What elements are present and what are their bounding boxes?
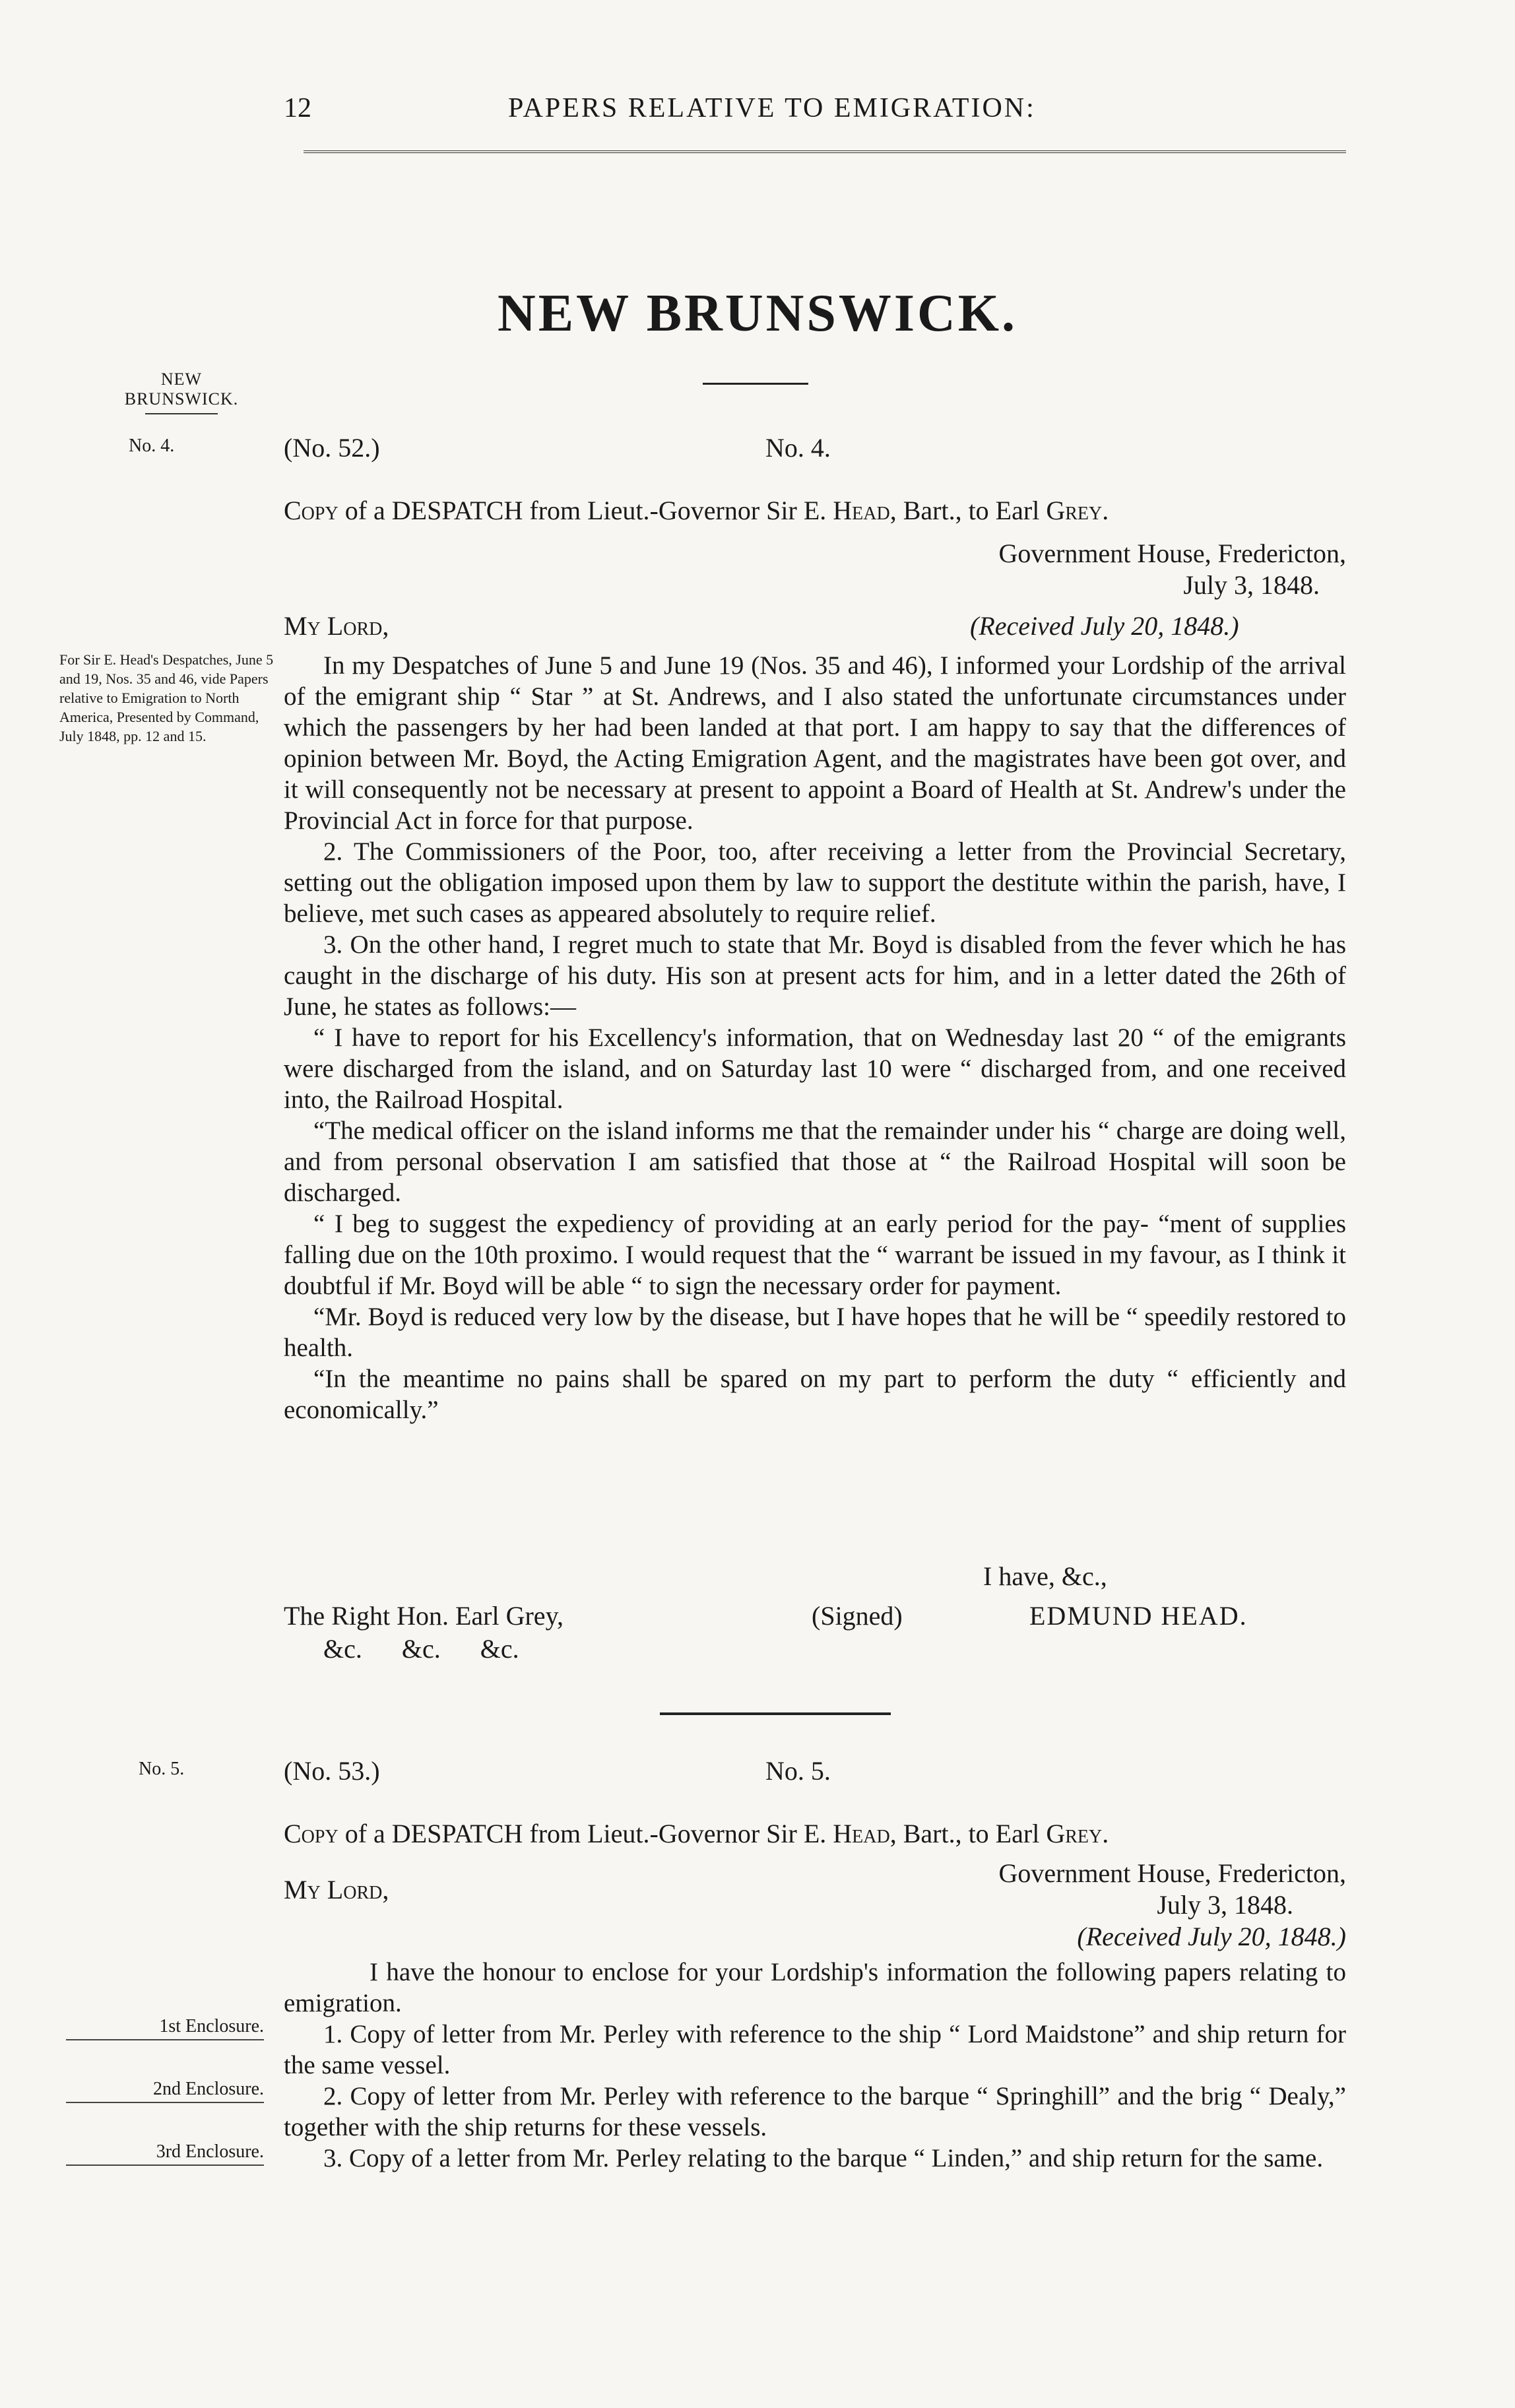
- enclosure-item: 2. Copy of letter from Mr. Perley with reference to the barque “ Springhill” and the brig “ Dealy,” together with the ship returns for these vessels.: [284, 2082, 1346, 2141]
- quoted-paragraph: “The medical officer on the island informs me that the remainder under his “ charge are doing well, and from personal observation I am satisfied that those at “ the Railroad Hospital will soon be discharged.: [284, 1117, 1346, 1207]
- salutation: My Lord,: [284, 611, 389, 641]
- quoted-paragraph: “ I have to report for his Excellency's information, that on Wednesday last 20 “ of the emigrants were discharged from the island, and on Saturday last 10 were “ discharged from, and one received into, the Railroad Hospital.: [284, 1024, 1346, 1114]
- addressee-etc: &c. &c. &c.: [323, 1634, 519, 1664]
- paper-number: (No. 53.): [284, 1756, 380, 1786]
- margin-section-line-2: BRUNSWICK.: [124, 389, 239, 408]
- addressee: The Right Hon. Earl Grey,: [284, 1601, 564, 1631]
- place-date: [998, 538, 1346, 601]
- margin-section-label: [99, 370, 264, 414]
- signed-label: (Signed): [812, 1601, 903, 1631]
- margin-section-line-1: NEW: [160, 370, 203, 389]
- date: July 3, 1848.: [1157, 1890, 1293, 1920]
- signature: EDMUND HEAD.: [1029, 1601, 1248, 1631]
- separator-rule: [660, 1712, 891, 1715]
- section-title: NEW BRUNSWICK.: [498, 284, 1017, 342]
- place: Government House, Fredericton,: [998, 538, 1346, 568]
- heading-grey: Grey.: [1046, 496, 1109, 525]
- heading-bart: , Bart., to Earl: [889, 496, 1047, 525]
- heading-mid: of a DESPATCH from Lieut.-Governor Sir E.: [338, 496, 833, 525]
- enclosure-label: 2nd Enclosure.: [66, 2079, 264, 2103]
- closing: I have, &c.,: [983, 1561, 1107, 1591]
- heading-mid: of a DESPATCH from Lieut.-Governor Sir E.: [338, 1819, 833, 1848]
- paragraph: 2. The Commissioners of the Poor, too, after receiving a letter from the Provincial Secretary, setting out the obligation imposed upon them by law to support the destitute within the parish, have, I believe, met such cases as appeared absolutely to require relief.: [284, 837, 1346, 928]
- enclosure-label: 3rd Enclosure.: [66, 2141, 264, 2166]
- quoted-paragraph: “Mr. Boyd is reduced very low by the disease, but I have hopes that he will be “ speedily restored to health.: [284, 1303, 1346, 1362]
- heading-head: Head: [833, 496, 890, 525]
- enclosure-item: 3. Copy of a letter from Mr. Perley relating to the barque “ Linden,” and ship return for the same.: [323, 2144, 1324, 2172]
- paper-number: (No. 52.): [284, 433, 380, 463]
- paragraph: 3. On the other hand, I regret much to state that Mr. Boyd is disabled from the fever which he has caught in the discharge of his duty. His son at present acts for him, and in a letter dated the 26th of June, he states as follows:—: [284, 930, 1346, 1021]
- margin-despatch-number: No. 5.: [139, 1759, 185, 1779]
- margin-despatch-number: No. 4.: [129, 436, 175, 456]
- enclosure-label: 1st Enclosure.: [66, 2016, 264, 2040]
- despatch-heading: [284, 495, 1346, 526]
- margin-section-rule: [145, 413, 218, 414]
- title-rule: [703, 383, 808, 385]
- enclosure-item: 1. Copy of letter from Mr. Perley with reference to the ship “ Lord Maidstone” and ship return for the same vessel.: [284, 2020, 1346, 2079]
- despatch-number: No. 5.: [765, 1756, 831, 1786]
- date: July 3, 1848.: [1183, 570, 1320, 600]
- place-date: [998, 1858, 1346, 1953]
- quoted-paragraph: “ I beg to suggest the expediency of providing at an early period for the pay- “ment of supplies falling due on the 10th proximo. I would request that the “ warrant be issued in my favour, as I think it doubtful if Mr. Boyd will be able “ to sign the necessary order for payment.: [284, 1210, 1346, 1300]
- heading-head: Head: [833, 1819, 890, 1848]
- received-date: (Received July 20, 1848.): [1077, 1922, 1346, 1951]
- despatch-heading: [284, 1818, 1346, 1849]
- despatch-number: No. 4.: [765, 433, 831, 463]
- margin-reference-note: For Sir E. Head's Despatches, June 5 and 19, Nos. 35 and 46, vide Papers relative to Emigration to North America, Presented by Command, July 1848, pp. 12 and 15.: [59, 651, 274, 744]
- running-title: PAPERS RELATIVE TO EMIGRATION:: [508, 93, 1036, 123]
- received-date: (Received July 20, 1848.): [970, 611, 1239, 641]
- intro-paragraph: I have the honour to enclose for your Lordship's information the following papers relating to emigration.: [284, 1958, 1346, 2017]
- heading-copy: Copy: [284, 1819, 338, 1848]
- quoted-paragraph: “In the meantime no pains shall be spared on my part to perform the duty “ efficiently and economically.”: [284, 1365, 1346, 1424]
- despatch-body: [284, 650, 1346, 1425]
- place: Government House, Fredericton,: [998, 1858, 1346, 1888]
- header-rule: [304, 150, 1346, 153]
- paragraph: In my Despatches of June 5 and June 19 (Nos. 35 and 46), I informed your Lordship of the arrival of the emigrant ship “ Star ” at St. Andrews, and I also stated the unfortunate circumstances under which the passengers by her had been landed at that port. I am happy to say that the differences of opinion between Mr. Boyd, the Acting Emigration Agent, and the magistrates have been got over, and it will consequently not be necessary at present to appoint a Board of Health at St. Andrew's under the Provincial Act in force for that purpose.: [284, 651, 1346, 835]
- despatch-body: [284, 1957, 1346, 2174]
- page-number: 12: [284, 93, 311, 123]
- salutation: My Lord,: [284, 1875, 389, 1904]
- heading-bart: , Bart., to Earl: [889, 1819, 1047, 1848]
- heading-copy: Copy: [284, 496, 338, 525]
- heading-grey: Grey.: [1046, 1819, 1109, 1848]
